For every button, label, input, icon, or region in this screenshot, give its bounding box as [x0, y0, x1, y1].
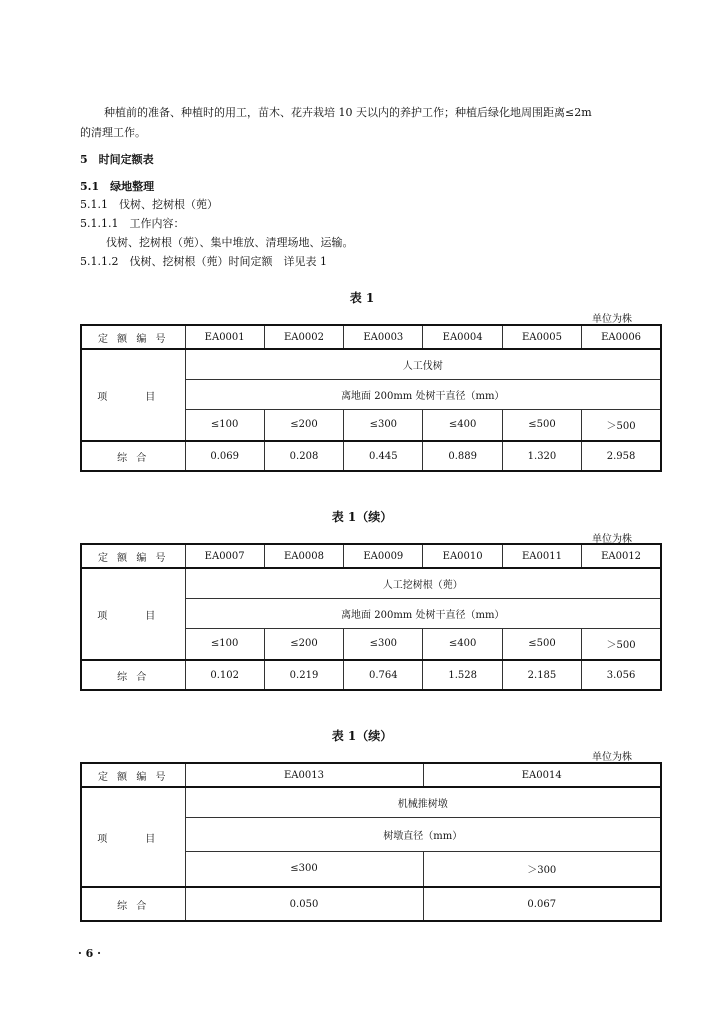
diameter-range: ≤400 — [423, 628, 502, 660]
quota-code: EA0004 — [423, 325, 502, 349]
intro-line-2: 的清理工作。 — [80, 126, 146, 139]
quota-code: EA0014 — [423, 763, 661, 787]
quota-value: 0.445 — [344, 441, 423, 471]
diameter-range: ≤100 — [185, 409, 264, 441]
intro-line-1: 种植前的准备、种植时的用工，苗木、花卉栽培 10 天以内的养护工作；种植后绿化地周围距离≤2m — [104, 106, 592, 119]
diameter-range: ≤300 — [185, 851, 423, 887]
quota-code-label: 定 额 编 号 — [81, 544, 185, 568]
diameter-range: ≤300 — [344, 628, 423, 660]
table-1-unit: 单位为株 — [592, 314, 632, 325]
quota-code: EA0001 — [185, 325, 264, 349]
table-1-caption: 表 1 — [349, 291, 375, 305]
diameter-range: ≤200 — [264, 628, 343, 660]
total-label: 综 合 — [81, 441, 185, 471]
section-5-heading: 5 时间定额表 — [80, 153, 154, 166]
measure-description: 树墩直径（mm） — [185, 817, 661, 851]
quota-code-label: 定 额 编 号 — [81, 325, 185, 349]
diameter-range: ≤500 — [502, 409, 581, 441]
quota-code: EA0003 — [344, 325, 423, 349]
quota-code: EA0012 — [582, 544, 661, 568]
item-label: 项 目 — [81, 787, 185, 887]
quota-code: EA0007 — [185, 544, 264, 568]
item-label: 项 目 — [81, 568, 185, 660]
table-1-cont2 — [80, 762, 662, 922]
quota-value: 0.208 — [264, 441, 343, 471]
diameter-range: ≤500 — [502, 628, 581, 660]
measure-description: 离地面 200mm 处树干直径（mm） — [185, 379, 661, 409]
quota-value: 1.320 — [502, 441, 581, 471]
section-5-1-1-heading: 5.1.1 伐树、挖树根（蔸） — [80, 198, 218, 211]
work-type: 人工伐树 — [185, 349, 661, 379]
diameter-range: ＞500 — [582, 628, 661, 660]
item-label: 项 目 — [81, 349, 185, 441]
quota-code: EA0006 — [582, 325, 661, 349]
quota-value: 0.219 — [264, 660, 343, 690]
quota-value: 0.069 — [185, 441, 264, 471]
section-5-1-heading: 5.1 绿地整理 — [80, 180, 155, 193]
quota-value: 0.764 — [344, 660, 423, 690]
quota-code: EA0013 — [185, 763, 423, 787]
diameter-range: ≤300 — [344, 409, 423, 441]
table-1 — [80, 324, 662, 472]
diameter-range: ≤200 — [264, 409, 343, 441]
table-1-cont-unit: 单位为株 — [592, 534, 632, 545]
quota-value: 3.056 — [582, 660, 661, 690]
quota-code: EA0008 — [264, 544, 343, 568]
quota-code-label: 定 额 编 号 — [81, 763, 185, 787]
measure-description: 离地面 200mm 处树干直径（mm） — [185, 598, 661, 628]
quota-value: 1.528 — [423, 660, 502, 690]
quota-code: EA0010 — [423, 544, 502, 568]
total-label: 综 合 — [81, 887, 185, 921]
work-content-text: 伐树、挖树根（蔸）、集中堆放、清理场地、运输。 — [106, 236, 354, 249]
quota-value: 2.185 — [502, 660, 581, 690]
table-1-cont — [80, 543, 662, 691]
diameter-range: ≤100 — [185, 628, 264, 660]
quota-value: 0.102 — [185, 660, 264, 690]
quota-code: EA0002 — [264, 325, 343, 349]
table-1-cont2-unit: 单位为株 — [592, 752, 632, 763]
quota-code: EA0011 — [502, 544, 581, 568]
quota-value: 0.067 — [423, 887, 661, 921]
section-5-1-1-1-heading: 5.1.1.1 工作内容： — [80, 217, 185, 230]
table-1-cont-caption: 表 1（续） — [331, 510, 393, 524]
work-type: 人工挖树根（蔸） — [185, 568, 661, 598]
diameter-range: ＞500 — [582, 409, 661, 441]
work-type: 机械推树墩 — [185, 787, 661, 817]
section-5-1-1-2-heading: 5.1.1.2 伐树、挖树根（蔸）时间定额 详见表 1 — [80, 255, 327, 268]
page-number: · 6 · — [78, 947, 101, 960]
quota-value: 0.050 — [185, 887, 423, 921]
table-1-cont2-caption: 表 1（续） — [331, 729, 393, 743]
quota-code: EA0009 — [344, 544, 423, 568]
quota-value: 0.889 — [423, 441, 502, 471]
quota-code: EA0005 — [502, 325, 581, 349]
quota-value: 2.958 — [582, 441, 661, 471]
total-label: 综 合 — [81, 660, 185, 690]
diameter-range: ＞300 — [423, 851, 661, 887]
diameter-range: ≤400 — [423, 409, 502, 441]
